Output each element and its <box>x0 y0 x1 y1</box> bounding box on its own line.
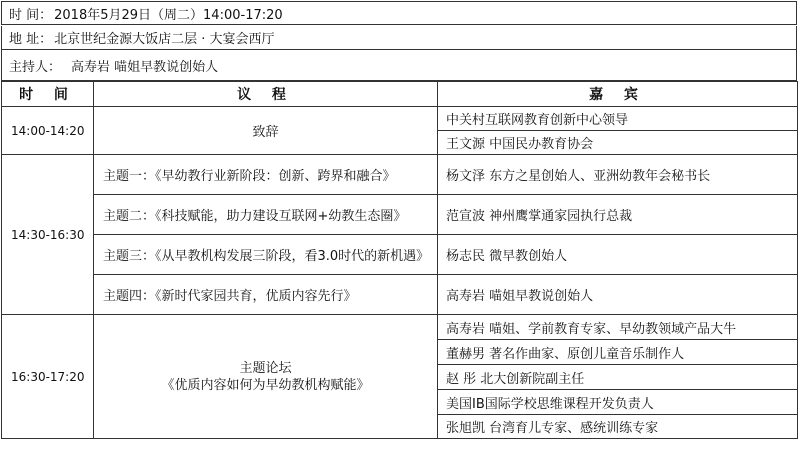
forum-subtitle: 《优质内容如何为早幼教机构赋能》 <box>161 377 370 393</box>
table-row <box>2 275 798 315</box>
info-host-row <box>1 50 797 81</box>
guest-entry: 杨文泽 东方之星创始人、亚洲幼教年会秘书长 <box>438 155 798 195</box>
time-value: 2018年5月29日（周二）14:00-17:20 <box>54 7 283 23</box>
place-value: 北京世纪金源大饭店二层 · 大宴会西厅 <box>54 32 275 47</box>
header-agenda: 议 程 <box>94 82 438 107</box>
header-guests: 嘉 宾 <box>438 82 798 107</box>
guest-entry: 高寿岩 喵姐早教说创始人 <box>438 275 798 315</box>
guest-entry: 赵 彤 北大创新院副主任 <box>438 365 798 390</box>
session-time: 16:30-17:20 <box>2 315 94 439</box>
forum-cell <box>94 315 438 439</box>
guest-entry: 王文源 中国民办教育协会 <box>438 131 798 155</box>
session-time: 14:00-14:20 <box>2 107 94 155</box>
guest-entry: 范宣波 神州鹰掌通家园执行总裁 <box>438 195 798 235</box>
agenda-table <box>1 81 798 439</box>
session-topic: 主题一：《早幼教行业新阶段：创新、跨界和融合》 <box>94 155 438 195</box>
table-header-row <box>2 82 798 107</box>
info-time-row <box>1 1 797 25</box>
session-topic: 致辞 <box>94 107 438 155</box>
header-time: 时 间 <box>2 82 94 107</box>
event-agenda-sheet <box>1 1 797 453</box>
table-row <box>2 195 798 235</box>
guest-entry: 张旭凯 台湾育儿专家、感统训练专家 <box>438 415 798 439</box>
guest-entry: 杨志民 微早教创始人 <box>438 235 798 275</box>
session-time: 14:30-16:30 <box>2 155 94 315</box>
table-row <box>2 155 798 195</box>
table-row <box>2 235 798 275</box>
guest-entry: 美国IB国际学校思维课程开发负责人 <box>438 390 798 415</box>
host-value: 高寿岩 喵姐早教说创始人 <box>71 59 219 75</box>
table-row <box>2 107 798 131</box>
session-topic: 主题二：《科技赋能，助力建设互联网+幼教生态圈》 <box>94 195 438 235</box>
guest-entry: 高寿岩 喵姐、学前教育专家、早幼教领域产品大牛 <box>438 315 798 340</box>
guest-entry: 中关村互联网教育创新中心领导 <box>438 107 798 131</box>
time-label: 时 间： <box>9 7 53 23</box>
table-row <box>2 315 798 340</box>
session-topic: 主题三：《从早教机构发展三阶段，看3.0时代的新机遇》 <box>94 235 438 275</box>
session-topic: 主题四：《新时代家园共育，优质内容先行》 <box>94 275 438 315</box>
forum-title: 主题论坛 <box>239 360 292 376</box>
place-label: 地 址： <box>9 32 53 47</box>
info-place-row <box>1 26 797 50</box>
guest-entry: 董赫男 著名作曲家、原创儿童音乐制作人 <box>438 340 798 365</box>
host-label: 主持人： <box>9 59 62 75</box>
